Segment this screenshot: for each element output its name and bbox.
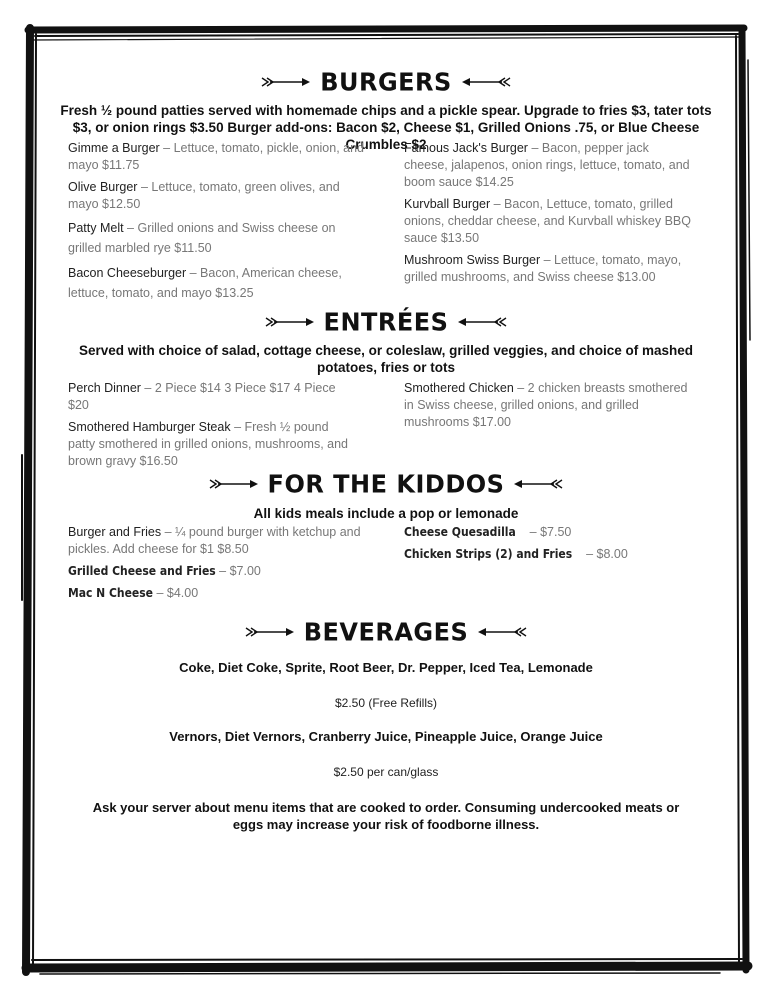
kids-subtitle: All kids meals include a pop or lemonade bbox=[253, 506, 519, 521]
arrow-left-icon bbox=[474, 625, 530, 639]
menu-item: Chicken Strips (2) and Fries – $8.00 bbox=[404, 547, 628, 561]
menu-item: Olive Burger – Lettuce, tomato, green olives, and mayo $12.50 bbox=[68, 180, 340, 211]
kids-title: FOR THE KIDDOS bbox=[267, 469, 505, 499]
arrow-left-icon bbox=[510, 477, 566, 491]
beverages-juice-list: Vernors, Diet Vernors, Cranberry Juice, Pineapple Juice, Orange Juice bbox=[169, 729, 603, 744]
beverages-soda-list: Coke, Diet Coke, Sprite, Root Beer, Dr. Pepper, Iced Tea, Lemonade bbox=[179, 660, 593, 675]
menu-item: Mac N Cheese – $4.00 bbox=[68, 586, 199, 600]
entrees-right-column bbox=[404, 380, 694, 436]
burgers-left-column bbox=[68, 140, 368, 308]
menu-item: Bacon Cheeseburger – Bacon, American cheese, lettuce, tomato, and mayo $13.25 bbox=[68, 266, 342, 300]
menu-item: Burger and Fries – ¼ pound burger with ketchup and pickles. Add cheese for $1 $8.50 bbox=[68, 525, 361, 556]
menu-item: Grilled Cheese and Fries – $7.00 bbox=[68, 564, 261, 578]
menu-item: Famous Jack's Burger – Bacon, pepper jack cheese, jalapenos, onion rings, lettuce, tomato, and boom sauce $14.25 bbox=[404, 141, 690, 189]
menu-item: Perch Dinner – 2 Piece $14 3 Piece $17 4 Piece $20 bbox=[68, 381, 336, 412]
menu-item: Kurvball Burger – Bacon, Lettuce, tomato, grilled onions, cheddar cheese, and Kurvball whiskey BBQ sauce $13.50 bbox=[404, 197, 691, 245]
menu-item: Mushroom Swiss Burger – Lettuce, tomato, mayo, grilled mushrooms, and Swiss cheese $13.00 bbox=[404, 253, 682, 284]
arrow-right-icon bbox=[242, 625, 298, 639]
menu-item: Gimme a Burger – Lettuce, tomato, pickle, onion, and mayo $11.75 bbox=[68, 141, 364, 172]
menu-item: Smothered Hamburger Steak – Fresh ½ pound patty smothered in grilled onions, mushrooms, and brown gravy $16.50 bbox=[68, 420, 349, 468]
burgers-title: BURGERS bbox=[320, 67, 452, 97]
menu-item: Patty Melt – Grilled onions and Swiss cheese on grilled marbled rye $11.50 bbox=[68, 221, 336, 255]
entrees-header bbox=[0, 308, 772, 336]
food-safety-notice: Ask your server about menu items that are cooked to order. Consuming undercooked meats or eggs may increase your risk of foodborne illness. bbox=[92, 800, 680, 832]
arrow-left-icon bbox=[454, 315, 510, 329]
menu-item: Cheese Quesadilla – $7.50 bbox=[404, 525, 572, 539]
beverages-header bbox=[0, 618, 772, 646]
beverages-juice-price: $2.50 per can/glass bbox=[333, 765, 439, 779]
arrow-left-icon bbox=[458, 75, 514, 89]
beverages-soda-price: $2.50 (Free Refills) bbox=[334, 696, 438, 710]
kids-right-column bbox=[404, 524, 694, 568]
burgers-right-column bbox=[404, 140, 694, 291]
arrow-right-icon bbox=[262, 315, 318, 329]
entrees-left-column bbox=[68, 380, 358, 475]
burgers-header bbox=[0, 68, 772, 96]
burgers-subtitle: Fresh ½ pound patties served with homemade chips and a pickle spear. Upgrade to fries $3, tater tots $3, or onion rings $3.50 Burger add-ons: Bacon $2, Cheese $1, Grilled Onions .75, or Blue Cheese Crumbles $2 bbox=[60, 103, 712, 152]
menu-item: Smothered Chicken – 2 chicken breasts smothered in Swiss cheese, grilled onions, and grilled mushrooms $17.00 bbox=[404, 381, 688, 429]
kids-left-column bbox=[68, 524, 368, 607]
entrees-title: ENTRÉES bbox=[323, 307, 449, 337]
kids-header bbox=[0, 470, 772, 498]
arrow-right-icon bbox=[206, 477, 262, 491]
beverages-title: BEVERAGES bbox=[303, 617, 469, 647]
arrow-right-icon bbox=[258, 75, 314, 89]
entrees-subtitle: Served with choice of salad, cottage cheese, or coleslaw, grilled veggies, and choice of mashed potatoes, fries or tots bbox=[79, 343, 693, 375]
